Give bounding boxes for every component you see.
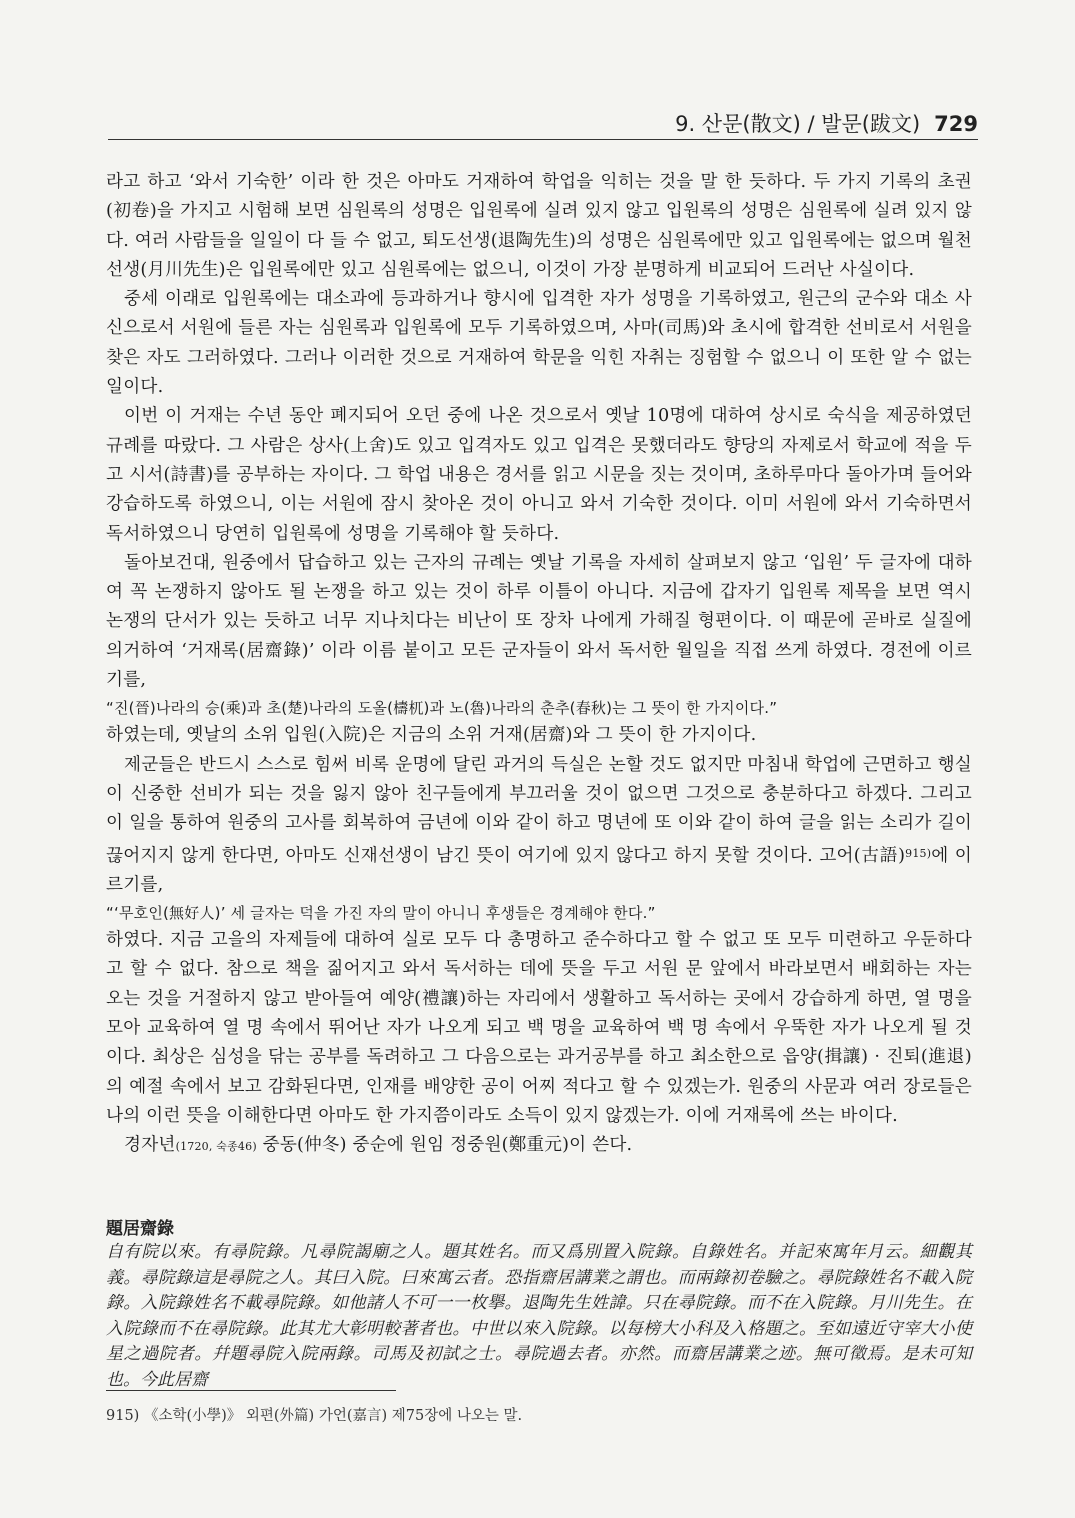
- signature-line: [106, 1131, 972, 1161]
- header-rule: [108, 139, 978, 140]
- chapter-title: 9. 산문(散文) / 발문(跋文): [675, 112, 921, 136]
- paragraph-4: 돌아보건대, 원중에서 답습하고 있는 근자의 규례는 옛날 기록을 자세히 살펴보지 않고 ‘입원’ 두 글자에 대하여 꼭 논쟁하지 않아도 될 논쟁을 하고 있는 것이 하루 이틀이 아니다. 지금에 갑자기 입원록 제목을 보면 역시 논쟁의 단서가 있는 듯하고 너무 지나치다는 비난이 또 장차 나에게 가해질 형편이다. 이 때문에 곧바로 실질에 의거하여 ‘거재록(居齋錄)’ 이라 이름 붙이고 모든 군자들이 와서 독서한 월일을 직접 쓰게 하였다. 경전에 이르기를,: [106, 552, 972, 691]
- hanmun-text: 自有院以來。有尋院錄。凡尋院謁廟之人。題其姓名。而又爲別置入院錄。自錄姓名。并記來寓年月云。細觀其義。尋院錄這是尋院之人。其曰入院。曰來寓云者。恐指齋居講業之謂也。而兩錄初卷驗之。尋院錄姓名不載入院錄。入院錄姓名不載尋院錄。如他諸人不可一一枚擧。退陶先生姓諱。只在尋院錄。而不在入院錄。月川先生。在入院錄而不在尋院錄。此其尤大彰明較著者也。中世以來入院錄。以每榜大小科及入格題之。至如遠近守宰大小使星之過院者。幷題尋院入院兩錄。司馬及初試之士。尋院過去者。亦然。而齋居講業之迹。無可徵焉。是未可知也。今此居齋: [106, 1242, 972, 1390]
- paragraph-3: 이번 이 거재는 수년 동안 폐지되어 오던 중에 나온 것으로서 옛날 10명에 대하여 상시로 숙식을 제공하였던 규례를 따랐다. 그 사람은 상사(上舍)도 있고 입격자도 있고 입격은 못했더라도 향당의 자제로서 학교에 적을 두고 시서(詩書)를 공부하는 자이다. 그 학업 내용은 경서를 읽고 시문을 짓는 것이며, 초하루마다 돌아가며 들어와 강습하도록 하였으니, 이는 서원에 잠시 찾아온 것이 아니고 와서 기숙한 것이다. 이미 서원에 와서 기숙하면서 독서하였으니 당연히 입원록에 성명을 기록해야 할 듯하다.: [106, 406, 972, 544]
- main-text: [106, 168, 972, 1162]
- paragraph-6-end: 에 이르기를,: [106, 845, 973, 895]
- block-quote-2: “‘무호인(無好人)’ 세 글자는 덕을 가진 자의 말이 아니니 후생들은 경계해야 한다.”: [106, 904, 656, 923]
- running-head: [675, 108, 978, 138]
- page-header: [108, 106, 978, 140]
- paragraph-5: 하였는데, 옛날의 소위 입원(入院)은 지금의 소위 거재(居齋)와 그 뜻이 한 가지이다.: [106, 725, 757, 746]
- paragraph-6-text: 제군들은 반드시 스스로 힘써 비록 운명에 달린 과거의 득실은 논할 것도 없지만 마침내 학업에 근면하고 행실이 신중한 선비가 되는 것을 잃지 않아 친구들에게 부끄러울 것이 없으면 그것으로 충분하다고 하겠다. 그리고 이 일을 통하여 원중의 고사를 회복하여 금년에 이와 같이 하고 명년에 또 이와 같이 하여 글을 읽는 소리가 길이 끊어지지 않게 한다면, 아마도 신재선생이 남긴 뜻이 여기에 있지 않다고 하지 못할 것이다. 고어(古語): [106, 754, 973, 866]
- hanmun-title: 題居齋錄: [106, 1219, 174, 1239]
- block-quote-1: “진(晉)나라의 승(乘)과 초(楚)나라의 도올(檮杌)과 노(魯)나라의 춘추(春秋)는 그 뜻이 한 가지이다.”: [106, 699, 778, 718]
- page-number: 729: [934, 112, 978, 136]
- footnote-rule: [106, 1390, 396, 1391]
- footnote-reference: 915): [905, 846, 932, 860]
- footnote: 915) 《소학(小學)》 외편(外篇) 가언(嘉言) 제75장에 나오는 말.: [106, 1408, 523, 1424]
- signature-year: 경자년: [124, 1135, 176, 1156]
- paragraph-2: 중세 이래로 입원록에는 대소과에 등과하거나 향시에 입격한 자가 성명을 기록하였고, 원근의 군수와 대소 사신으로서 서원에 들른 자는 심원록과 입원록에 모두 기록하였으며, 사마(司馬)와 초시에 합격한 선비로서 서원을 찾은 자도 그러하였다. 그러나 이러한 것으로 거재하여 학문을 익힌 자취는 징험할 수 없으니 이 또한 알 수 없는 일이다.: [106, 289, 972, 398]
- signature-rest: 중동(仲冬) 중순에 원임 정중원(鄭重元)이 쓴다.: [256, 1135, 633, 1156]
- paragraph-7: 하였다. 지금 고을의 자제들에 대하여 실로 모두 다 총명하고 준수하다고 할 수 없고 또 모두 미련하고 우둔하다고 할 수 없다. 참으로 책을 짊어지고 와서 독서하는 데에 뜻을 두고 서원 문 앞에서 바라보면서 배회하는 자는 오는 것을 거절하지 않고 받아들여 예양(禮讓)하는 자리에서 생활하고 독서하는 곳에서 강습하게 하면, 열 명을 모아 교육하여 열 명 속에서 뛰어난 자가 나오게 되고 백 명을 교육하여 백 명 속에서 우뚝한 자가 나오게 될 것이다. 최상은 심성을 닦는 공부를 독려하고 그 다음으로는 과거공부를 하고 최소한으로 읍양(揖讓) · 진퇴(進退)의 예절 속에서 보고 감화된다면, 인재를 배양한 공이 어찌 적다고 할 수 있겠는가. 원중의 사문과 여러 장로들은 나의 이런 뜻을 이해한다면 아마도 한 가지쯤이라도 소득이 있지 않겠는가. 이에 거재록에 쓰는 바이다.: [106, 930, 972, 1126]
- paragraph-1: 라고 하고 ‘와서 기숙한’ 이라 한 것은 아마도 거재하여 학업을 익히는 것을 말 한 듯하다. 두 가지 기록의 초권(初卷)을 가지고 시험해 보면 심원록의 성명은 입원록에 실려 있지 않고 입원록의 성명은 심원록에 실려 있지 않다. 여러 사람들을 일일이 다 들 수 없고, 퇴도선생(退陶先生)의 성명은 심원록에만 있고 입원록에는 없으며 월천선생(月川先生)은 입원록에만 있고 심원록에는 없으니, 이것이 가장 분명하게 비교되어 드러난 사실이다.: [106, 172, 972, 280]
- paragraph-6: [106, 751, 972, 900]
- signature-date-note: (1720, 숙종46): [175, 1140, 257, 1154]
